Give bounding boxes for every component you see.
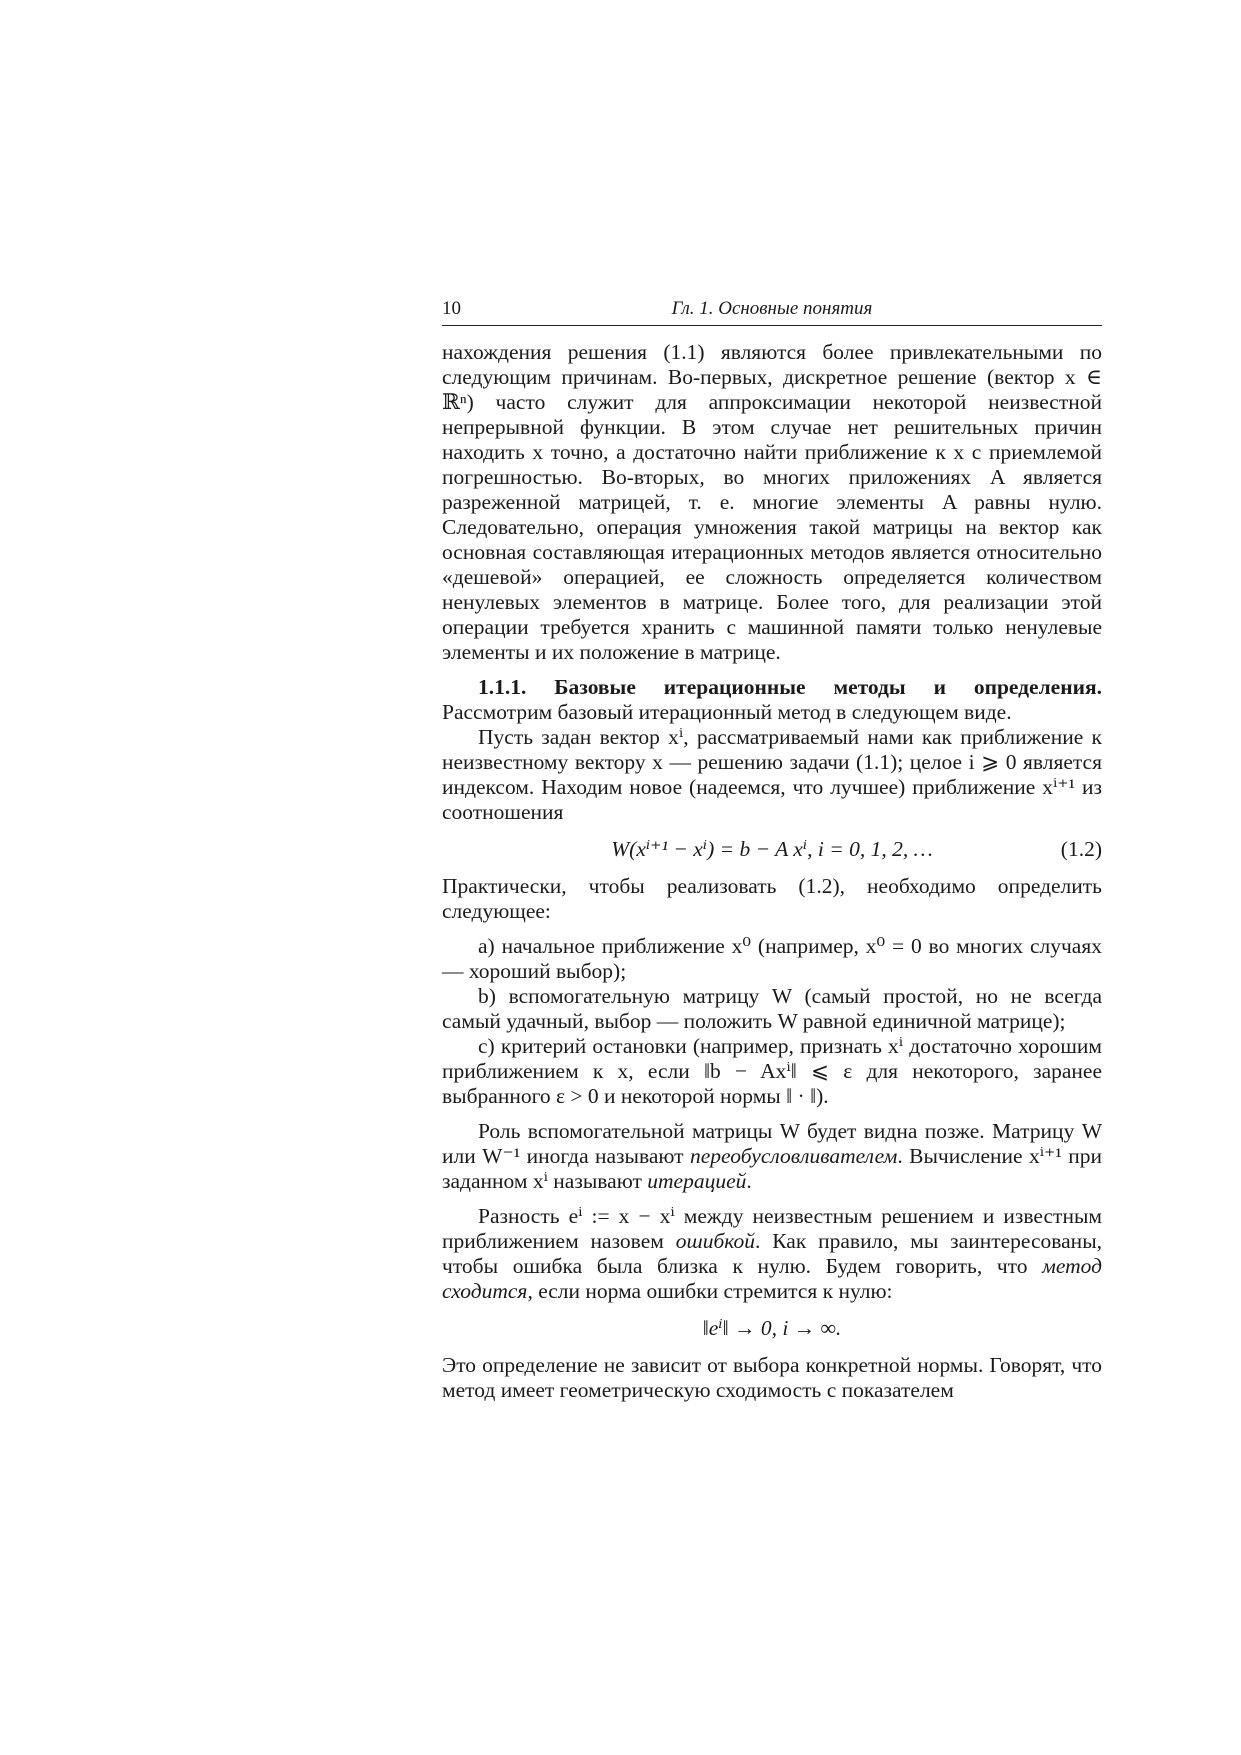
paragraph-continuation: нахождения решения (1.1) являются более привлекательными по следующим причинам. Во-первых, дискретное решение (вектор x ∈ ℝⁿ) часто служит для аппроксимации некоторой неизвестной непрерывной функции. В этом случае нет решительных причин находить x точно, а достаточно найти приближение к x с приемлемой погрешностью. Во-вторых, во многих приложениях A является разреженной матрицей, т. е. многие элементы A равны нулю. Следовательно, операция умножения такой матрицы на вектор как основная составляющая итерационных методов является относительно «дешевой» операцией, ее сложность определяется количеством ненулевых элементов в матрице. Более того, для реализации этой операции требуется хранить с машинной памяти только ненулевые элементы и их положение в матрице. bbox=[442, 340, 1102, 664]
equation-body: ‖eⁱ‖ → 0, i → ∞. bbox=[702, 1316, 842, 1340]
equation-number: (1.2) bbox=[1060, 837, 1102, 861]
text-run: , если норма ошибки стремится к нулю: bbox=[527, 1279, 893, 1303]
page-number: 10 bbox=[442, 298, 461, 319]
term-preconditioner: переобусловливателем bbox=[689, 1144, 898, 1168]
term-converges: метод сходится bbox=[442, 1254, 1102, 1303]
paragraph-practical: Практически, чтобы реализовать (1.2), необходимо определить следующее: bbox=[442, 874, 1102, 923]
paragraph-iteration: Пусть задан вектор xⁱ, рассматриваемый нами как приближение к неизвестному вектору x — решению задачи (1.1); целое i ⩾ 0 является индексом. Находим новое (надеемся, что лучшее) приближение xⁱ⁺¹ из соотношения bbox=[442, 725, 1102, 824]
text-run: . bbox=[746, 1169, 752, 1193]
section-intro: Рассмотрим базовый итерационный метод в следующем виде. bbox=[442, 700, 1012, 724]
paragraph-definition: Это определение не зависит от выбора конкретной нормы. Говорят, что метод имеет геометрическую сходимость с показателем bbox=[442, 1353, 1102, 1402]
text-run: Разность eⁱ := x − xⁱ между неизвестным решением и известным приближением назовем bbox=[442, 1204, 1102, 1253]
paragraph-preconditioner bbox=[442, 1119, 1102, 1194]
equation-body: W(xⁱ⁺¹ − xⁱ) = b − A xⁱ, i = 0, 1, 2, … bbox=[611, 837, 933, 861]
text-run: Роль вспомогательной матрицы W будет видна позже. Матрицу W или W⁻¹ иногда называют bbox=[442, 1119, 1102, 1168]
running-header bbox=[442, 296, 1102, 326]
list-item-a: a) начальное приближение x⁰ (например, x⁰ = 0 во многих случаях — хороший выбор); bbox=[442, 934, 1102, 983]
term-error: ошибкой bbox=[675, 1229, 755, 1253]
section-heading: 1.1.1. Базовые итерационные методы и определения. bbox=[478, 675, 1102, 699]
text-run: . Как правило, мы заинтересованы, чтобы ошибка была близка к нулю. Будем говорить, что bbox=[442, 1229, 1103, 1278]
section-block bbox=[442, 675, 1102, 725]
equation-1-2 bbox=[442, 837, 1102, 862]
equation-convergence bbox=[442, 1316, 1102, 1341]
term-iteration: итерацией bbox=[647, 1169, 747, 1193]
text-run: . Вычисление xⁱ⁺¹ при заданном xⁱ называют bbox=[442, 1144, 1102, 1193]
page-content bbox=[442, 296, 1102, 1403]
paragraph-error bbox=[442, 1204, 1102, 1304]
running-title: Гл. 1. Основные понятия bbox=[671, 298, 873, 319]
list-item-c: c) критерий остановки (например, признать xⁱ достаточно хорошим приближением к x, если ‖b − Axⁱ‖ ⩽ ε для некоторого, заранее выбранного ε > 0 и некоторой нормы ‖ · ‖). bbox=[442, 1034, 1102, 1108]
list-item-b: b) вспомогательную матрицу W (самый простой, но не всегда самый удачный, выбор — положить W равной единичной матрице); bbox=[442, 984, 1102, 1033]
